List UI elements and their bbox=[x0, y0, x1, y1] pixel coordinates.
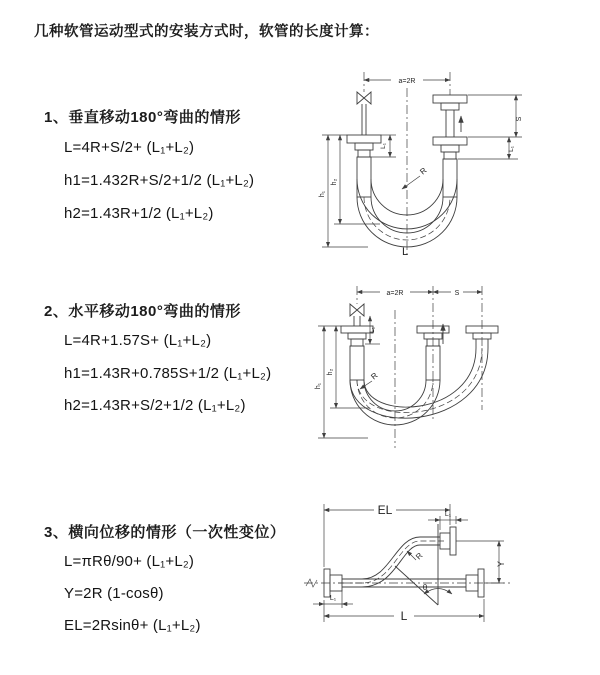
d3-label-l: L bbox=[400, 609, 408, 623]
d3-label-l1-bottom: L₁ bbox=[329, 595, 337, 602]
page-title: 几种软管运动型式的安装方式时，软管的长度计算： bbox=[34, 24, 379, 40]
d1-label-l1-left: L₁ bbox=[380, 143, 387, 149]
d3-centerline-break bbox=[306, 579, 317, 587]
d2-label-h2: h₂ bbox=[327, 368, 334, 376]
d1-right-braid bbox=[443, 159, 457, 197]
d1-dimensions bbox=[319, 78, 523, 258]
d1-left-braid bbox=[357, 157, 371, 197]
d1-right-flange-upper bbox=[433, 95, 467, 110]
section-3-formula-EL: EL=2Rsinθ+ (L₁+L₂) bbox=[64, 617, 201, 634]
section-2-formula-h2: h2=1.43R+S/2+1/2 (L₁+L₂) bbox=[64, 397, 246, 414]
d2-label-r: R bbox=[369, 370, 380, 382]
d1-label-h2: h₂ bbox=[331, 178, 338, 186]
section-1-heading: 1、垂直移动180°弯曲的情形 bbox=[44, 109, 241, 126]
d2-label-a2r: a=2R bbox=[386, 290, 404, 297]
d2-label-l1: L₁ bbox=[369, 327, 376, 333]
diagram-2-horizontal-180-bend bbox=[310, 280, 595, 452]
section-2-formula-L: L=4R+1.57S+ (L₁+L₂) bbox=[64, 332, 212, 349]
section-3-heading: 3、横向位移的情形（一次性变位） bbox=[44, 524, 286, 541]
d2-label-s: S bbox=[454, 290, 460, 297]
d2-hose-drawing bbox=[341, 286, 498, 448]
d1-left-flange bbox=[347, 135, 381, 157]
d3-label-el: EL bbox=[377, 503, 393, 517]
section-1-formula-h2: h2=1.43R+1/2 (L₁+L₂) bbox=[64, 205, 214, 222]
section-1-formula-L: L=4R+S/2+ (L₁+L₂) bbox=[64, 139, 195, 156]
d1-label-l: L bbox=[401, 246, 409, 258]
section-2-heading: 2、水平移动180°弯曲的情形 bbox=[44, 303, 241, 320]
d1-label-h1: h₁ bbox=[319, 190, 326, 198]
d2-dimensions bbox=[315, 290, 482, 438]
d2-left-braid bbox=[350, 346, 364, 380]
d1-label-l1-right: L₁ bbox=[508, 146, 515, 152]
d1-hose-drawing bbox=[347, 72, 467, 256]
d2-label-h1: h₁ bbox=[315, 382, 322, 390]
section-2-formula-h1: h1=1.43R+0.785S+1/2 (L₁+L₂) bbox=[64, 365, 272, 382]
d3-hose-drawing bbox=[304, 524, 510, 605]
section-1-formula-h1: h1=1.432R+S/2+1/2 (L₁+L₂) bbox=[64, 172, 255, 189]
d1-label-s: S bbox=[516, 116, 523, 122]
section-3-formula-Y: Y=2R (1-cosθ) bbox=[64, 585, 164, 602]
d1-right-flange-lower bbox=[433, 137, 467, 159]
d1-label-a2r: a=2R bbox=[398, 78, 416, 85]
d3-label-l1-top: L₁ bbox=[444, 511, 452, 518]
d3-label-y: Y bbox=[496, 560, 506, 568]
d3-label-r: R bbox=[414, 551, 425, 562]
diagram-3-lateral-displacement bbox=[298, 494, 598, 654]
d1-label-r: R bbox=[418, 165, 429, 177]
d3-label-theta: θ bbox=[422, 583, 428, 592]
d3-dimensions bbox=[313, 503, 506, 623]
d2-valve-icon bbox=[350, 304, 364, 316]
diagram-1-vertical-180-bend bbox=[312, 64, 587, 264]
section-3-formula-L: L=πRθ/90+ (L₁+L₂) bbox=[64, 553, 195, 570]
d1-valve-icon bbox=[357, 92, 371, 104]
